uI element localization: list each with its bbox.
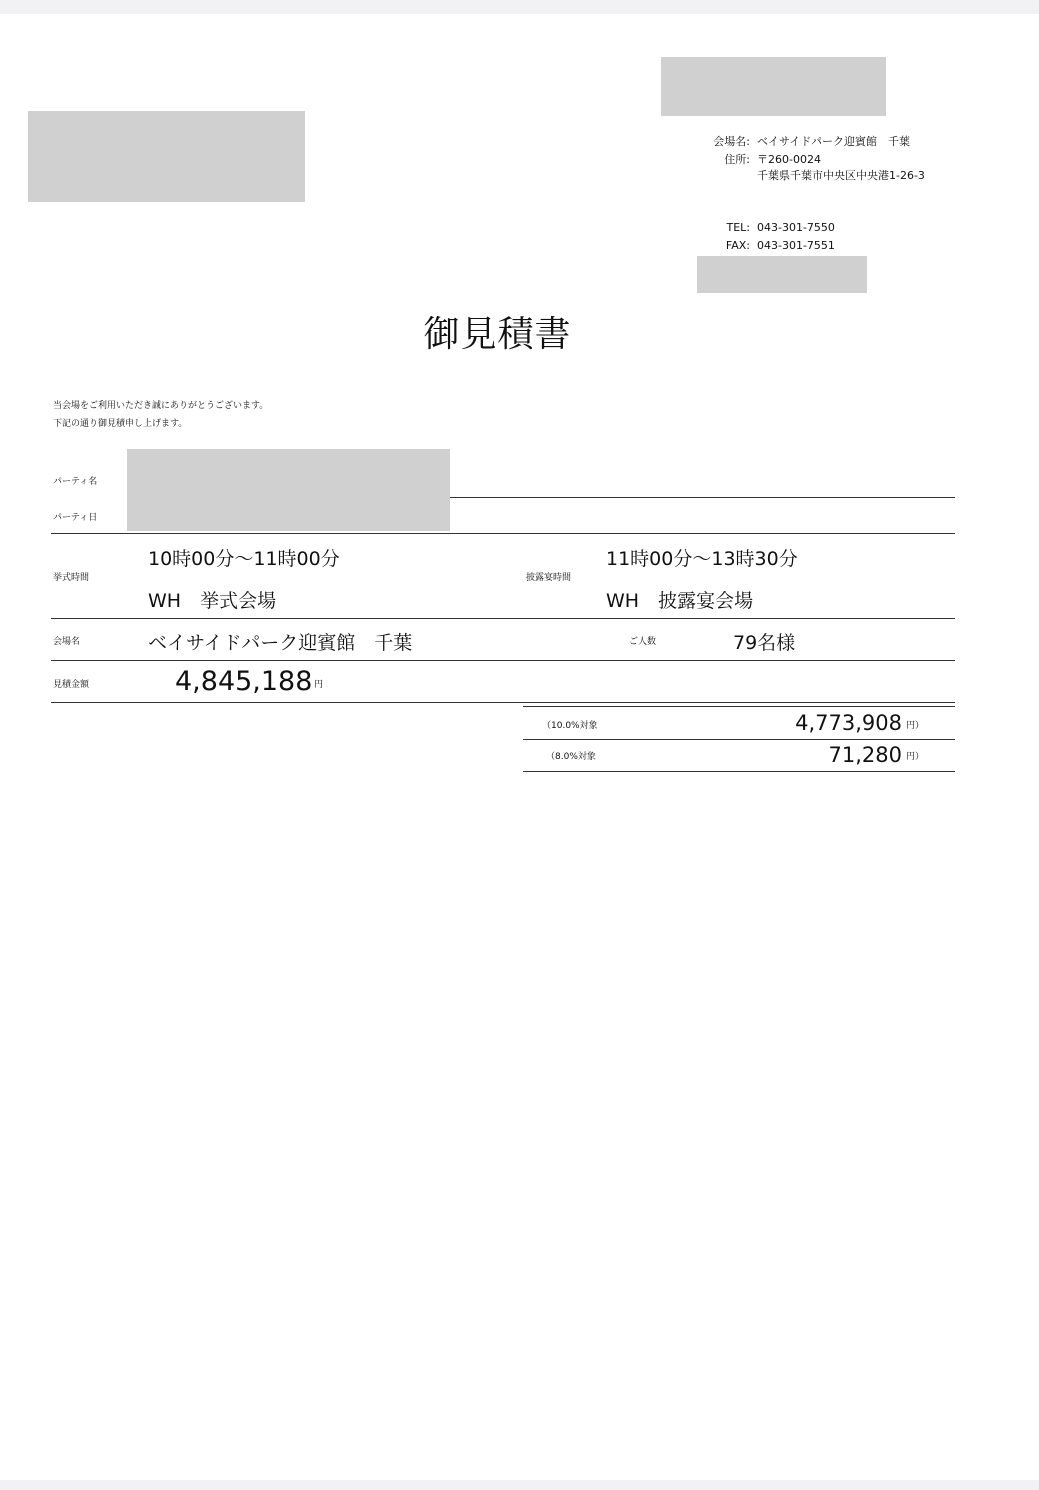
reception-place-value: WH 披露宴会場 <box>606 590 754 612</box>
venue-name-value: ベイサイドパーク迎賓館 千葉 <box>757 135 911 148</box>
greeting-line-2: 下記の通り御見積申し上げます。 <box>53 419 188 429</box>
fax-value: 043-301-7551 <box>757 239 835 252</box>
redacted-party-info <box>127 449 450 531</box>
fax-label: FAX: <box>725 239 750 252</box>
tax-8-value: 71,280 <box>828 743 902 767</box>
party-name-label: パーティ名 <box>53 477 98 487</box>
venue-row-label: 会場名 <box>53 637 81 647</box>
postal-code: 〒260-0024 <box>757 153 821 166</box>
guests-label: ご人数 <box>629 637 657 647</box>
tax-8-unit: 円） <box>906 752 925 762</box>
estimate-label: 見積金額 <box>53 680 90 690</box>
tax-10-unit: 円） <box>906 721 925 731</box>
redacted-stamp <box>697 256 867 293</box>
ceremony-time-label: 挙式時間 <box>53 573 90 583</box>
divider <box>51 533 955 534</box>
party-date-label: パーティ日 <box>53 513 98 523</box>
tax-10-label: （10.0%対象 <box>542 721 598 731</box>
tax-8-label: （8.0%対象 <box>546 752 596 762</box>
redacted-logo-left <box>28 111 305 202</box>
guests-value: 79名様 <box>733 632 796 654</box>
divider <box>51 660 955 661</box>
address-label: 住所: <box>724 153 750 166</box>
divider <box>51 618 955 619</box>
divider <box>450 497 955 498</box>
greeting-line-1: 当会場をご利用いただき誠にありがとうございます。 <box>53 401 269 411</box>
tel-value: 043-301-7550 <box>757 221 835 234</box>
address-value: 千葉県千葉市中央区中央港1-26-3 <box>757 169 925 182</box>
venue-name-label: 会場名: <box>713 135 750 148</box>
divider <box>51 702 955 703</box>
estimate-value: 4,845,188 <box>175 666 313 697</box>
venue-row-value: ベイサイドパーク迎賓館 千葉 <box>148 632 413 654</box>
page-title: 御見積書 <box>423 314 572 355</box>
divider <box>523 739 955 740</box>
estimate-page <box>0 14 1039 1480</box>
reception-time-label: 披露宴時間 <box>526 573 572 583</box>
estimate-unit: 円 <box>314 680 324 690</box>
redacted-logo-right <box>661 57 886 116</box>
divider <box>523 771 955 772</box>
ceremony-time-value: 10時00分～11時00分 <box>148 548 340 570</box>
tel-label: TEL: <box>726 221 750 234</box>
tax-10-value: 4,773,908 <box>795 711 902 735</box>
divider <box>523 706 955 707</box>
ceremony-place-value: WH 挙式会場 <box>148 590 277 612</box>
reception-time-value: 11時00分～13時30分 <box>606 548 798 570</box>
